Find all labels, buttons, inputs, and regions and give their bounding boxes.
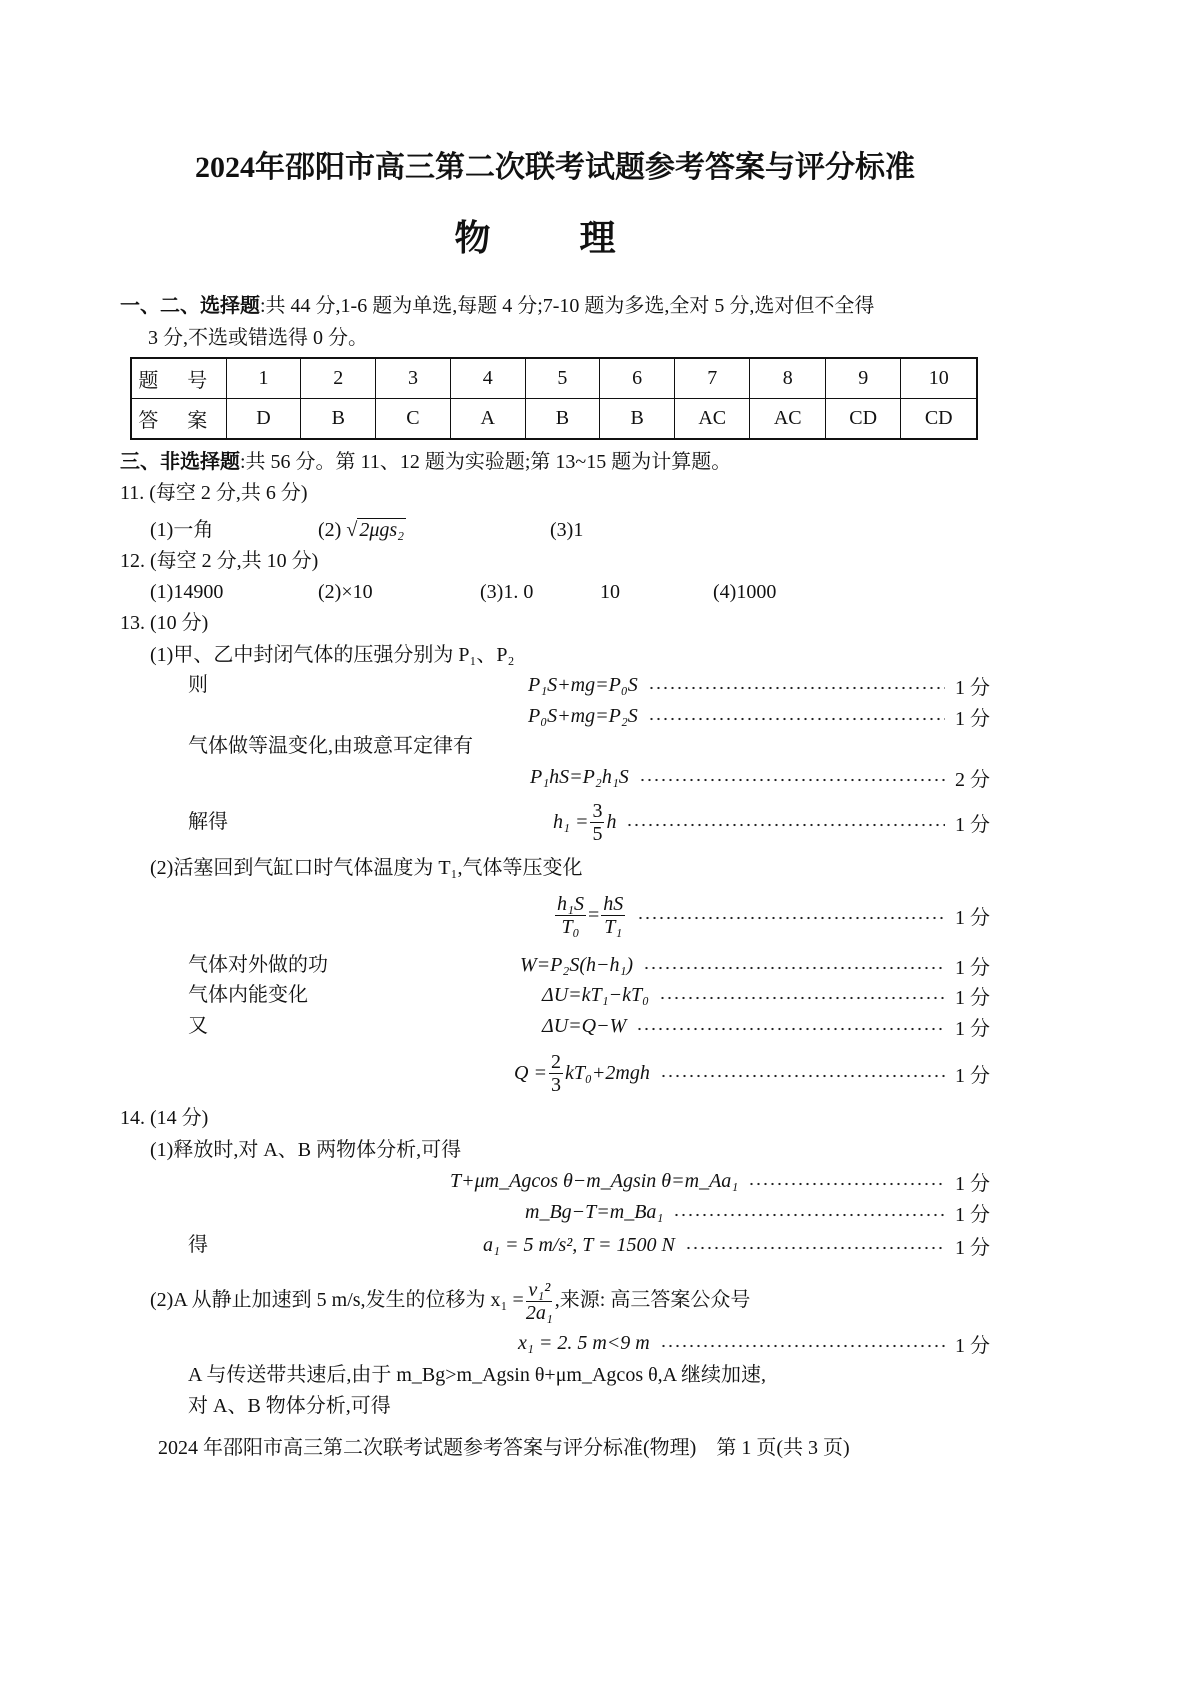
fraction — [526, 1279, 553, 1324]
q13-ze: 则 — [188, 674, 208, 696]
denominator: 5 — [592, 822, 603, 845]
dot-leader — [636, 1027, 945, 1031]
score: 1 分 — [955, 986, 990, 1009]
q12-head: 12. (每空 2 分,共 10 分) — [120, 550, 319, 572]
dot-leader — [673, 1213, 945, 1217]
table-cell: 6 — [600, 358, 675, 399]
q12-a3b: 10 — [600, 581, 620, 603]
section3-label: 三、非选择题 — [120, 451, 240, 473]
page-footer: 2024 年邵阳市高三第二次联考试题参考答案与评分标准(物理) 第 1 页(共 3 页) — [158, 1437, 850, 1459]
q11-head: 11. (每空 2 分,共 6 分) — [120, 482, 308, 504]
q14-part3: A 与传送带共速后,由于 m_Bg>m_Agsin θ+μm_Agcos θ,A 继续加速, — [188, 1364, 767, 1386]
table-cell: D — [226, 399, 301, 440]
formula: W=P₂S(h−h₁) — [520, 953, 634, 976]
q11-a3: (3)1 — [550, 519, 584, 541]
table-cell: 10 — [901, 358, 977, 399]
q13-jie: 解得 — [188, 811, 228, 833]
q12-a3: (3)1. 0 — [480, 581, 534, 603]
q13-eq3 — [530, 762, 990, 792]
q14-head: 14. (14 分) — [120, 1107, 209, 1129]
fraction — [590, 800, 604, 845]
subject-title: 物 理 — [454, 218, 656, 258]
dot-leader — [637, 916, 945, 920]
table-cell: AC — [750, 399, 825, 440]
q12-a1: (1)14900 — [150, 581, 224, 603]
table-cell: 8 — [750, 358, 825, 399]
dot-leader — [748, 1182, 945, 1186]
formula: m_Bg−T=m_Ba₁ — [525, 1200, 664, 1223]
score: 1 分 — [955, 676, 990, 699]
formula: P₀S+mg=P₂S — [528, 704, 638, 727]
numerator: h₁S — [557, 892, 584, 915]
fraction — [549, 1051, 563, 1096]
q11-a2-prefix: (2) — [318, 519, 342, 541]
formula: P₁S+mg=P₀S — [528, 673, 638, 696]
q13-eq9 — [514, 1048, 990, 1098]
formula: Q = — [514, 1061, 547, 1084]
section1-text: :共 44 分,1-6 题为单选,每题 4 分;7-10 题为多选,全对 5 分,选对但不全得 — [260, 295, 875, 317]
dot-leader — [626, 823, 945, 827]
formula: ΔU=Q−W — [542, 1014, 627, 1037]
numerator: v₁² — [528, 1278, 551, 1301]
table-cell: 2 — [301, 358, 376, 399]
formula: T+μm_Agcos θ−m_Agsin θ=m_Aa₁ — [450, 1169, 739, 1192]
dot-leader — [660, 1344, 945, 1348]
table-cell: A — [450, 399, 525, 440]
dot-leader — [648, 686, 945, 690]
score: 1 分 — [955, 906, 990, 929]
q13-eq7 — [542, 980, 990, 1010]
score: 1 分 — [955, 1203, 990, 1226]
q14-eq1 — [450, 1166, 990, 1196]
score: 1 分 — [955, 1064, 990, 1087]
page-title: 2024年邵阳市高三第二次联考试题参考答案与评分标准 — [195, 151, 915, 184]
table-cell: B — [525, 399, 600, 440]
score: 1 分 — [955, 956, 990, 979]
q14-part1: (1)释放时,对 A、B 两物体分析,可得 — [150, 1139, 462, 1161]
table-cell: CD — [901, 399, 977, 440]
q12-a4: (4)1000 — [713, 581, 777, 603]
formula: P₁hS=P₂h₁S — [530, 765, 629, 788]
text: (2)A 从静止加速到 5 m/s,发生的位移为 x₁ = — [150, 1289, 524, 1311]
score: 1 分 — [955, 1172, 990, 1195]
q13-eq5: $\frac{\text{h₁S}}{\text{T₀}}$ = $\frac{hS}{\text{T₁}}$ 1 分 — [557, 892, 990, 938]
table-cell: 1 — [226, 358, 301, 399]
numerator: 3 — [592, 799, 603, 822]
table-cell: C — [376, 399, 451, 440]
section1-label: 一、二、选择题 — [120, 295, 260, 317]
table-cell: 3 — [376, 358, 451, 399]
q14-de: 得 — [188, 1234, 208, 1256]
q14-eq3 — [483, 1230, 990, 1260]
table-cell: 7 — [674, 358, 749, 399]
fraction — [601, 893, 625, 938]
score: 1 分 — [955, 813, 990, 836]
dot-leader — [659, 996, 945, 1000]
q12-a2: (2)×10 — [318, 581, 373, 603]
q13-part2: (2)活塞回到气缸口时气体温度为 T₁,气体等压变化 — [150, 857, 583, 879]
denominator: 2a₁ — [525, 1301, 553, 1324]
formula: kT₀+2mgh — [564, 1061, 650, 1084]
section3-line — [120, 450, 731, 474]
q13-work: 气体对外做的功 — [188, 954, 328, 976]
formula: h₁ = — [553, 810, 589, 833]
table-header: 题 号 — [131, 358, 226, 399]
score: 1 分 — [955, 1236, 990, 1259]
numerator: hS — [603, 892, 624, 915]
q13-energy: 气体内能变化 — [188, 984, 308, 1006]
q13-you: 又 — [188, 1015, 208, 1037]
section1-line1 — [120, 294, 874, 318]
fraction — [555, 893, 586, 938]
answer-table — [130, 357, 978, 440]
section3-text: :共 56 分。第 11、12 题为实验题;第 13~15 题为计算题。 — [240, 451, 732, 473]
table-cell: 4 — [450, 358, 525, 399]
q13-iso: 气体做等温变化,由玻意耳定律有 — [188, 735, 473, 757]
formula: a₁ = 5 m/s², T = 1500 N — [483, 1233, 675, 1256]
section1-line2: 3 分,不选或错选得 0 分。 — [148, 327, 368, 349]
table-cell: B — [600, 399, 675, 440]
dot-leader — [660, 1074, 945, 1078]
table-header: 答 案 — [131, 399, 226, 440]
dot-leader — [648, 717, 945, 721]
table-row-answers — [131, 399, 977, 440]
dot-leader — [685, 1246, 945, 1250]
formula: ΔU=kT₁−kT₀ — [542, 983, 650, 1006]
dot-leader — [643, 966, 945, 970]
q13-eq8 — [542, 1011, 990, 1041]
q13-part1: (1)甲、乙中封闭气体的压强分别为 P₁、P₂ — [150, 644, 515, 666]
score: 2 分 — [955, 768, 990, 791]
q14-part4: 对 A、B 物体分析,可得 — [188, 1395, 391, 1417]
table-cell: 5 — [525, 358, 600, 399]
q13-eq6 — [520, 950, 990, 980]
table-row-numbers — [131, 358, 977, 399]
numerator: 2 — [550, 1050, 561, 1073]
formula: h — [606, 810, 617, 833]
q14-part2 — [150, 1275, 750, 1325]
score: 1 分 — [955, 1334, 990, 1357]
denominator: 3 — [550, 1073, 561, 1096]
q13-eq4 — [553, 797, 990, 847]
q13-eq1 — [528, 670, 990, 700]
q11-a2-radicand: 2μgs₂ — [359, 519, 405, 541]
q14-eq2 — [525, 1197, 990, 1227]
table-cell: 9 — [825, 358, 900, 399]
denominator: T₀ — [561, 915, 580, 938]
q13-head: 13. (10 分) — [120, 612, 209, 634]
formula: x₁ = 2. 5 m<9 m — [518, 1331, 650, 1354]
table-cell: CD — [825, 399, 900, 440]
table-cell: B — [301, 399, 376, 440]
dot-leader — [639, 778, 945, 782]
q11-a2: (2) √ 2μgs₂ — [318, 519, 405, 541]
q11-a1: (1)一角 — [150, 519, 214, 541]
table-cell: AC — [674, 399, 749, 440]
score: 1 分 — [955, 707, 990, 730]
q14-eq4 — [518, 1328, 990, 1358]
score: 1 分 — [955, 1017, 990, 1040]
text: ,来源: 高三答案公众号 — [554, 1289, 751, 1311]
q13-eq2 — [528, 701, 990, 731]
denominator: T₁ — [604, 915, 623, 938]
